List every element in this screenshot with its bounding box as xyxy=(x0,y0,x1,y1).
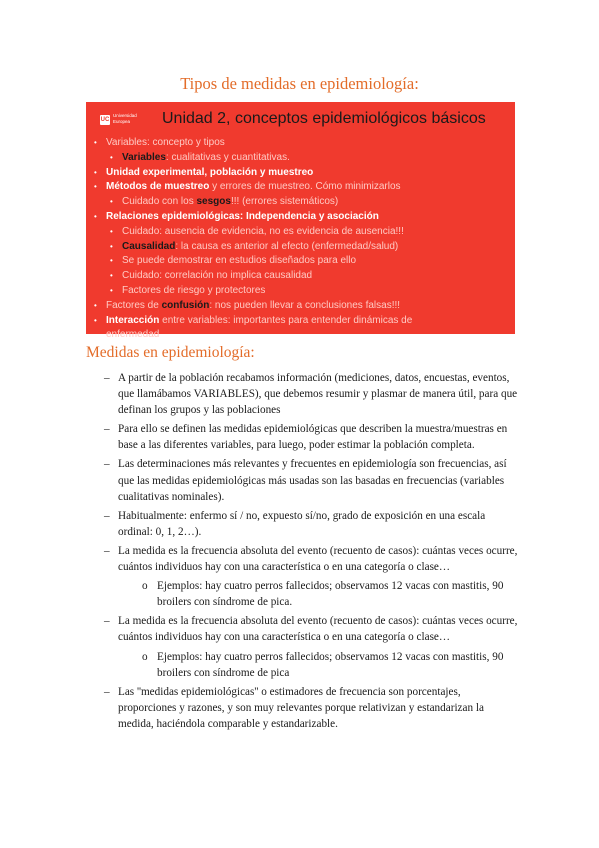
bullet-icon: • xyxy=(110,256,113,266)
dash-bullet-icon: – xyxy=(104,685,110,698)
bullet-icon: • xyxy=(110,271,113,281)
bullet-icon: • xyxy=(94,138,97,147)
slide-bullet-item xyxy=(86,314,515,329)
slide-bullet-item xyxy=(86,299,515,314)
body-list-item xyxy=(90,508,520,540)
page-title: Tipos de medidas en epidemiología: xyxy=(180,74,419,93)
slide-bullet-text: Métodos de muestreo xyxy=(106,181,210,193)
bullet-icon: • xyxy=(110,152,113,162)
slide-bullet-text: Se puede demostrar en estudios diseñados para ello xyxy=(122,255,357,267)
sub-bullet-icon: o xyxy=(142,650,148,663)
dash-bullet-icon: – xyxy=(104,458,110,471)
body-list-text: Las determinaciones más relevantes y frecuentes en epidemiología son frecuencias, así que las medidas epidemiológicas más usadas son las basadas en frecuencias (variables cualitativas nominales). xyxy=(118,458,507,503)
slide-bullet-text: Interacción xyxy=(106,314,160,326)
slide-bullet-text: Variables: concepto y tipos xyxy=(106,137,225,148)
slide-bullet-text: enfermedad xyxy=(106,329,160,341)
slide-bullet-text: Factores de xyxy=(106,299,162,311)
slide-bullet-text: : cualitativas y cuantitativas. xyxy=(165,151,290,163)
dash-bullet-icon: – xyxy=(104,372,110,384)
body-list-text: La medida es la frecuencia absoluta del evento (recuento de casos): cuántas veces ocurre, cuántos individuos hay con una característica o en una categoría o clase… xyxy=(118,544,518,574)
slide-bullet-text: sesgos xyxy=(196,196,231,208)
slide-bullet-item xyxy=(86,210,515,225)
slide-image xyxy=(86,102,515,341)
bullet-icon: • xyxy=(94,315,97,325)
slide-bullet-text: : nos pueden llevar a conclusiones falsas!!! xyxy=(209,299,401,311)
body-list-item xyxy=(90,421,520,453)
bullet-icon: • xyxy=(94,167,97,177)
slide-bullet-text: Causalidad xyxy=(122,240,176,252)
slide-bullet-item xyxy=(86,328,515,343)
body-list-item xyxy=(90,370,520,418)
slide-bullet-text: Cuidado con los xyxy=(122,196,197,208)
slide-bullet-text: Cuidado: correlación no implica causalidad xyxy=(122,270,313,282)
bullet-icon: • xyxy=(110,241,113,251)
body-list-text: La medida es la frecuencia absoluta del evento (recuento de casos): cuántas veces ocurre, cuántos individuos hay con una característica o en una categoría o clase… xyxy=(118,615,518,644)
body-list-text: Ejemplos: hay cuatro perros fallecidos; observamos 12 vacas con mastitis, 90 broilers con síndrome de pica. xyxy=(157,580,504,609)
body-list-text: A partir de la población recabamos información (mediciones, datos, encuestas, eventos, que llamábamos VARIABLES), que debemos resumir y plasmar de manera útil, para que definan los grupos y las poblaciones xyxy=(118,372,518,417)
section-title: Medidas en epidemiología: xyxy=(86,344,255,361)
dash-bullet-icon: – xyxy=(104,423,110,436)
university-logo xyxy=(100,112,148,130)
slide-bullet-item xyxy=(86,254,515,269)
body-list-item xyxy=(90,613,520,645)
sub-bullet-icon: o xyxy=(142,580,148,593)
dash-bullet-icon: – xyxy=(104,544,110,557)
bullet-icon: • xyxy=(94,211,97,221)
slide-bullet-item xyxy=(86,284,515,299)
dash-bullet-icon: – xyxy=(104,615,110,628)
body-bullet-list xyxy=(90,370,520,735)
slide-bullet-item xyxy=(86,225,515,240)
slide-bullet-list xyxy=(86,136,515,343)
bullet-icon: • xyxy=(94,182,97,192)
body-list-item xyxy=(90,543,520,575)
slide-bullet-text: entre variables: importantes para entender dinámicas de xyxy=(159,314,413,326)
body-list-text: Habitualmente: enfermo sí / no, expuesto sí/no, grado de exposición en una escala ordinal: 0, 1, 2…). xyxy=(118,509,486,538)
body-list-text: Ejemplos: hay cuatro perros fallecidos; observamos 12 vacas con mastitis, 90 broilers con síndrome de pica xyxy=(157,650,504,679)
slide-bullet-text: : la causa es anterior al efecto (enfermedad/salud) xyxy=(175,240,399,252)
slide-bullet-text: !!! (errores sistemáticos) xyxy=(230,196,339,208)
slide-bullet-text: Unidad experimental, población y muestreo xyxy=(106,166,314,178)
body-list-item xyxy=(90,684,520,732)
slide-bullet-text: Variables xyxy=(122,151,166,163)
slide-bullet-item xyxy=(86,136,515,151)
slide-bullet-item xyxy=(86,269,515,284)
slide-bullet-item xyxy=(86,240,515,255)
slide-bullet-item xyxy=(86,180,515,195)
body-list-text: Para ello se definen las medidas epidemiológicas que describen la muestra/muestras en base a las diferentes variables, para luego, poder estimar la población completa. xyxy=(118,423,508,452)
slide-bullet-item xyxy=(86,166,515,181)
logo-mark-icon: UC xyxy=(100,117,110,123)
body-list-item xyxy=(90,578,520,610)
body-list-item xyxy=(90,649,520,681)
slide-bullet-text: confusión xyxy=(161,299,210,311)
slide-header xyxy=(100,108,505,134)
slide-bullet-item xyxy=(86,151,515,166)
body-list-item xyxy=(90,456,520,504)
body-list-text: Las ''medidas epidemiológicas'' o estimadores de frecuencia son porcentajes, proporciones y razones, y son muy relevantes porque relativizan y estandarizan la medida, haciéndola comparable y estandarizable. xyxy=(118,685,484,730)
bullet-icon: • xyxy=(94,300,97,310)
slide-bullet-text: Cuidado: ausencia de evidencia, no es evidencia de ausencia!!! xyxy=(122,225,404,237)
slide-bullet-item xyxy=(86,195,515,210)
dash-bullet-icon: – xyxy=(104,509,110,522)
bullet-icon: • xyxy=(110,226,113,236)
slide-bullet-text: y errores de muestreo. Cómo minimizarlos xyxy=(209,181,401,193)
bullet-icon: • xyxy=(110,285,113,295)
logo-text: Universidad Europea xyxy=(113,113,137,124)
slide-bullet-text: Factores de riesgo y protectores xyxy=(122,284,266,296)
slide-title: Unidad 2, conceptos epidemiológicos básicos xyxy=(162,110,486,127)
slide-bullet-text: Relaciones epidemiológicas: Independencia y asociación xyxy=(106,210,379,222)
bullet-icon: • xyxy=(110,197,113,207)
